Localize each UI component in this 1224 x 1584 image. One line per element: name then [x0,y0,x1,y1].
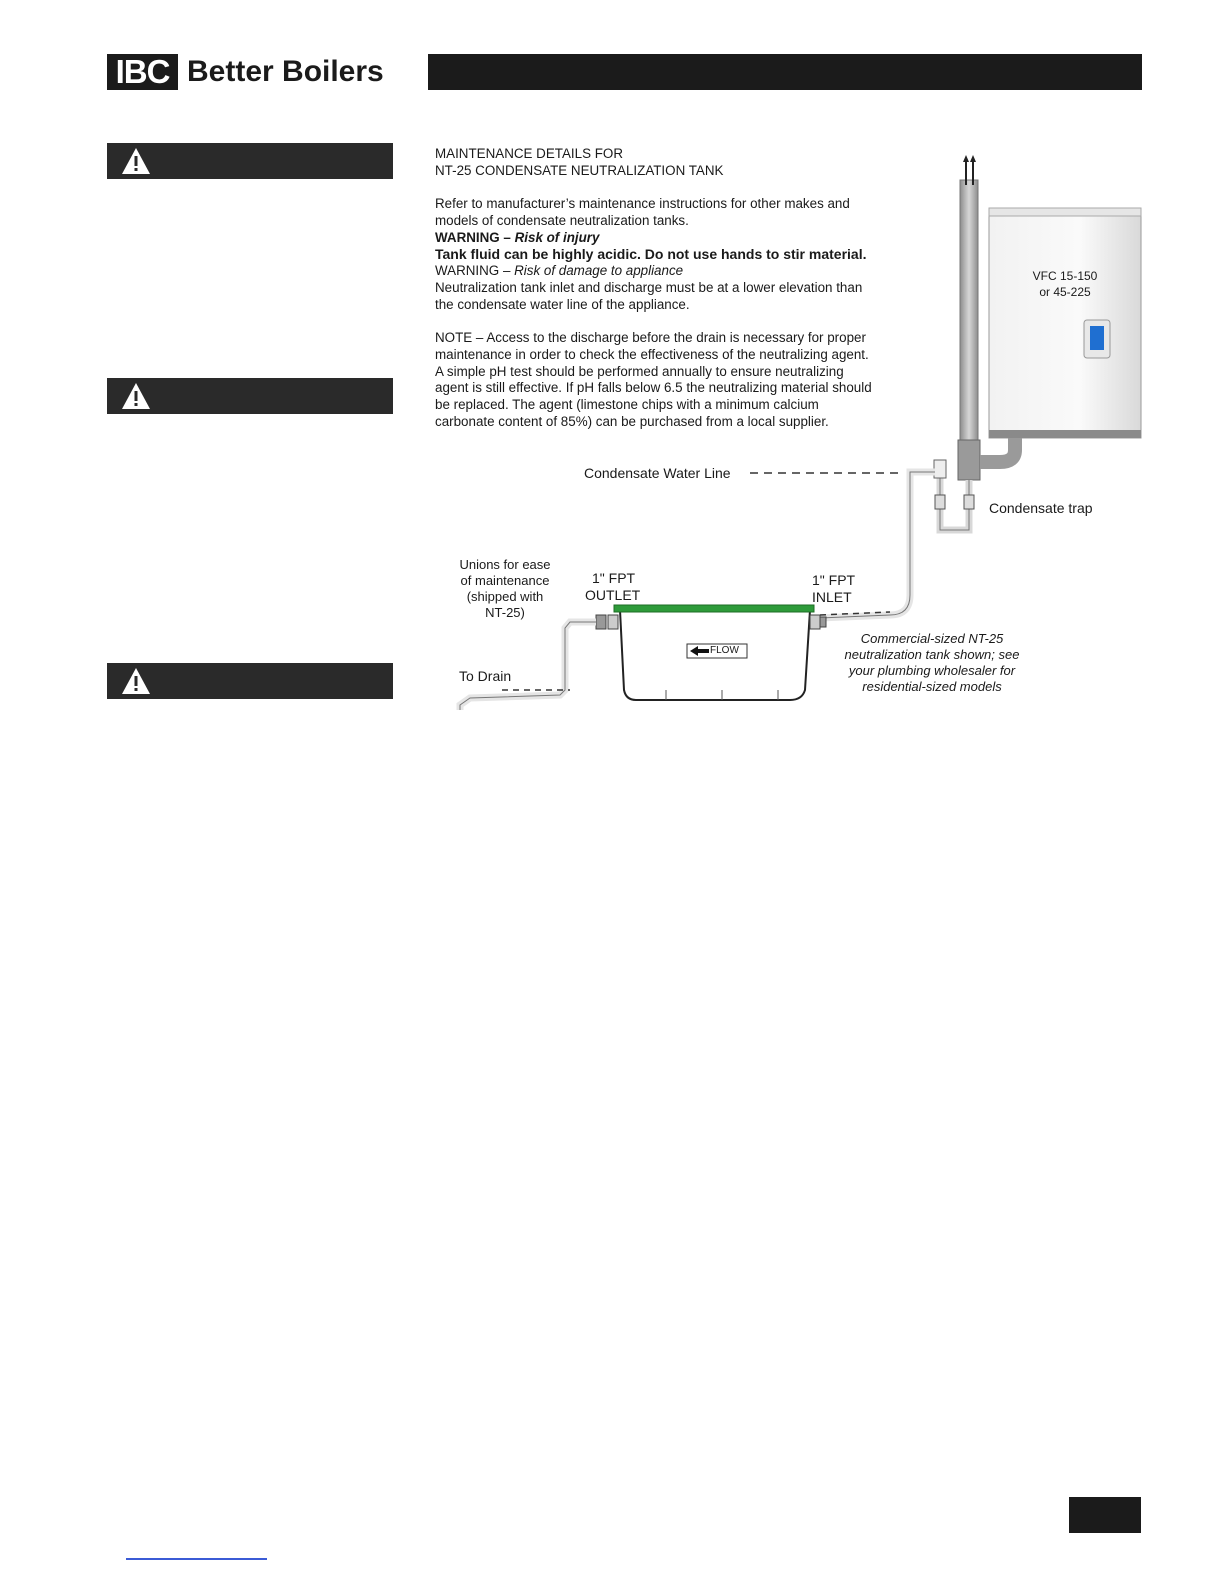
inlet-label: 1" FPT INLET [812,572,856,605]
warning-bar [107,663,393,699]
tank-note: Commercial-sized NT-25 neutralization tank shown; see your plumbing wholesaler for residential-sized models [844,631,1020,694]
vent-pipe [960,180,978,465]
condensate-water-line-label: Condensate Water Line [584,465,731,481]
intro-text: Refer to manufacturer’s maintenance instructions for other makes and models of condensate neutralization tanks. [435,196,850,228]
warning-icon [120,381,152,411]
unions-label: Unions for ease of maintenance (shipped with NT-25) [459,557,551,620]
ibc-logo-mark: IBC [107,54,178,90]
title-line-1: MAINTENANCE DETAILS FOR [435,146,623,161]
page-number-box [1069,1497,1141,1533]
condensate-trap-label: Condensate trap [989,500,1093,516]
header-bar [428,54,1142,90]
to-drain-label: To Drain [459,668,512,684]
flow-label: FLOW [710,645,739,656]
ibc-logo-text: Better Boilers [187,55,384,88]
acid-warning-text: Tank fluid can be highly acidic. Do not use hands to stir material. [435,246,867,263]
warning-icon [120,666,152,696]
neutralization-diagram [440,150,1150,720]
footer-link[interactable] [126,1558,267,1560]
warning-bar [107,378,393,414]
warning-prefix: WARNING – [435,263,511,279]
warning-prefix: WARNING – [435,229,511,245]
outlet-label: 1" FPT OUTLET [585,570,641,603]
note-text: NOTE – Access to the discharge before the drain is necessary for proper maintenance in order to check the effectiveness of the neutralizing agent. A simple pH test should be performed annually to ensure neutralizing agent is still effective. If pH falls below 6.5 the neutralizing material should be replaced. The agent (limestone chips with a minimum calcium carbonate content of 85%) can be purchased from a local supplier. [435,330,872,429]
elevation-text: Neutralization tank inlet and discharge must be at a lower elevation than the condensate water line of the appliance. [435,279,863,312]
warning-bar [107,143,393,179]
warning-icon [120,146,152,176]
appliance-cabinet [989,208,1141,438]
diagram-drawing [440,150,1150,720]
appliance-model-label: VFC 15-150 or 45-225 [1032,269,1098,299]
warning-risk: Risk of damage to appliance [514,263,684,279]
title-line-2: NT-25 CONDENSATE NEUTRALIZATION TANK [435,162,724,178]
tank-lid [614,605,814,612]
warning-risk: Risk of injury [514,229,600,245]
